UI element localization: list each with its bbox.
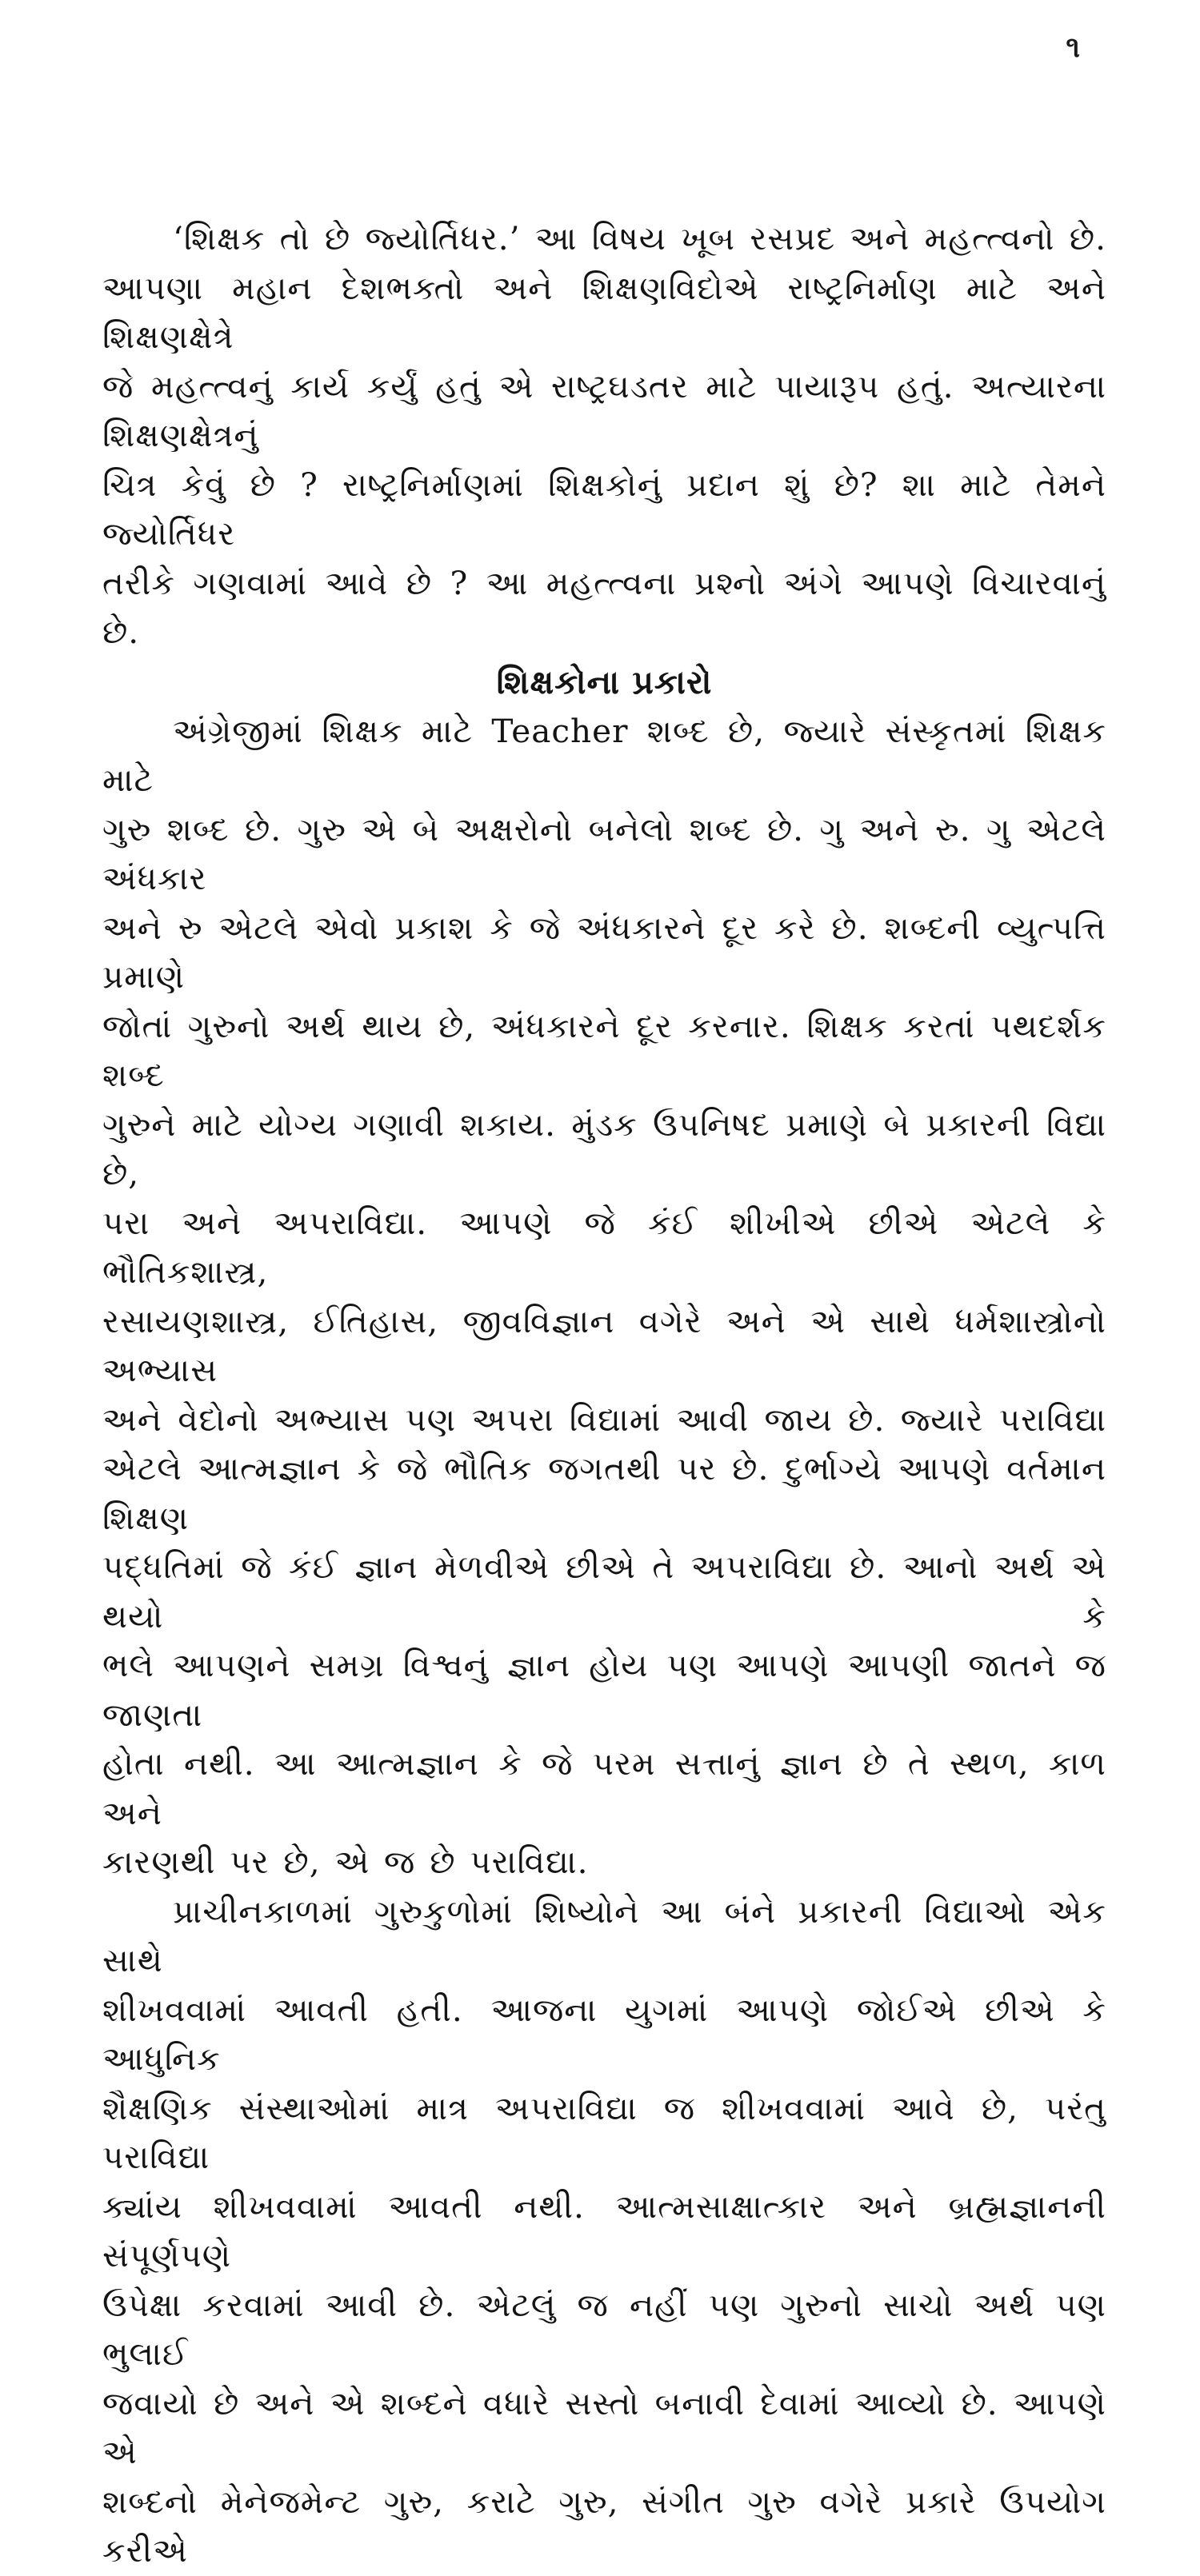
paragraph-line: તરીકે ગણવામાં આવે છે ? આ મહત્ત્વના પ્રશ્નો અંગે આપણે વિચારવાનું છે. [102,563,1106,651]
page-body [102,214,1106,2576]
paragraph-line: અંગ્રેજીમાં શિક્ષક માટે Teacher શબ્દ છે, જ્યારે સંસ્કૃતમાં શિક્ષક માટે [102,711,1106,799]
intro-paragraph [102,214,1106,657]
paragraph-line: શબ્દનો મેનેજમેન્ટ ગુરુ, કરાટે ગુરુ, સંગીત ગુરુ વગેરે પ્રકારે ઉપયોગ કરીએ [102,2482,1106,2570]
page-number: ૧ [1066,30,1080,64]
paragraph-line: ગુરુ શબ્દ છે. ગુરુ એ બે અક્ષરોનો બનેલો શબ્દ છે. ગુ અને રુ. ગુ એટલે અંધકાર [102,809,1106,897]
paragraph-line: પદ્ધતિમાં જે કંઈ જ્ઞાન મેળવીએ છીએ તે અપરાવિદ્યા છે. આનો અર્થ એ થયો કે [102,1548,1106,1635]
body-paragraph-1 [102,707,1106,1887]
paragraph-line: જવાયો છે અને એ શબ્દને વધારે સસ્તો બનાવી દેવામાં આવ્યો છે. આપણે એ [102,2383,1106,2471]
paragraph-line: શૈક્ષણિક સંસ્થાઓમાં માત્ર અપરાવિદ્યા જ શીખવવામાં આવે છે, પરંતુ પરાવિદ્યા [102,2088,1106,2176]
body-paragraph-2 [102,1887,1106,2576]
paragraph-line: ગુરુને માટે યોગ્ય ગણાવી શકાય. મુંડક ઉપનિષદ પ્રમાણે બે પ્રકારની વિદ્યા છે, [102,1104,1106,1192]
paragraph-line: ‘શિક્ષક તો છે જ્યોર્તિધર.’ આ વિષય ખૂબ રસપ્રદ અને મહત્ત્વનો છે. [173,219,1106,258]
paragraph-line: પ્રાચીનકાળમાં ગુરુકુળોમાં શિષ્યોને આ બંને પ્રકારની વિદ્યાઓ એક સાથે [102,1891,1106,1979]
paragraph-line: પરા અને અપરાવિદ્યા. આપણે જે કંઈ શીખીએ છીએ એટલે કે ભૌતિકશાસ્ત્ર, [102,1203,1106,1291]
paragraph-line: એટલે આત્મજ્ઞાન કે જે ભૌતિક જગતથી પર છે. દુર્ભાગ્યે આપણે વર્તમાન શિક્ષણ [102,1449,1106,1537]
paragraph-line: ક્યાંય શીખવવામાં આવતી નથી. આત્મસાક્ષાત્કાર અને બ્રહ્મજ્ઞાનની સંપૂર્ણપણે [102,2187,1106,2274]
paragraph-line: ભલે આપણને સમગ્ર વિશ્વનું જ્ઞાન હોય પણ આપણે આપણી જાતને જ જાણતા [102,1646,1106,1734]
paragraph-line: અને વેદોનો અભ્યાસ પણ અપરા વિદ્યામાં આવી જાય છે. જ્યારે પરાવિદ્યા [102,1400,1106,1439]
paragraph-line: અને રુ એટલે એવો પ્રકાશ કે જે અંધકારને દૂર કરે છે. શબ્દની વ્યુત્પત્તિ પ્રમાણે [102,908,1106,996]
paragraph-line: હોતા નથી. આ આત્મજ્ઞાન કે જે પરમ સત્તાનું જ્ઞાન છે તે સ્થળ, કાળ અને [102,1744,1106,1832]
section-heading: શિક્ષકોના પ્રકારો [496,662,713,701]
paragraph-line: જે મહત્ત્વનું કાર્ય કર્યું હતું એ રાષ્ટ્રઘડતર માટે પાયારૂપ હતું. અત્યારના શિક્ષણક્ષેત્રનું [102,366,1106,454]
paragraph-line: ઉપેક્ષા કરવામાં આવી છે. એટલું જ નહીં પણ ગુરુનો સાચો અર્થ પણ ભુલાઈ [102,2285,1106,2373]
paragraph-line: જોતાં ગુરુનો અર્થ થાય છે, અંધકારને દૂર કરનાર. શિક્ષક કરતાં પથદર્શક શબ્દ [102,1006,1106,1094]
paragraph-line: શીખવવામાં આવતી હતી. આજના યુગમાં આપણે જોઈએ છીએ કે આધુનિક [102,1990,1106,2078]
paragraph-line: કારણથી પર છે, એ જ છે પરાવિદ્યા. [102,1843,589,1881]
paragraph-line: રસાયણશાસ્ત્ર, ઈતિહાસ, જીવવિજ્ઞાન વગેરે અને એ સાથે ધર્મશાસ્ત્રોનો અભ્યાસ [102,1301,1106,1389]
paragraph-line: આપણા મહાન દેશભક્તો અને શિક્ષણવિદોએ રાષ્ટ્રનિર્માણ માટે અને શિક્ષણક્ષેત્રે [102,268,1106,356]
paragraph-line: ચિત્ર કેવું છે ? રાષ્ટ્રનિર્માણમાં શિક્ષકોનું પ્રદાન શું છે? શા માટે તેમને જ્યોર્તિધર [102,465,1106,553]
